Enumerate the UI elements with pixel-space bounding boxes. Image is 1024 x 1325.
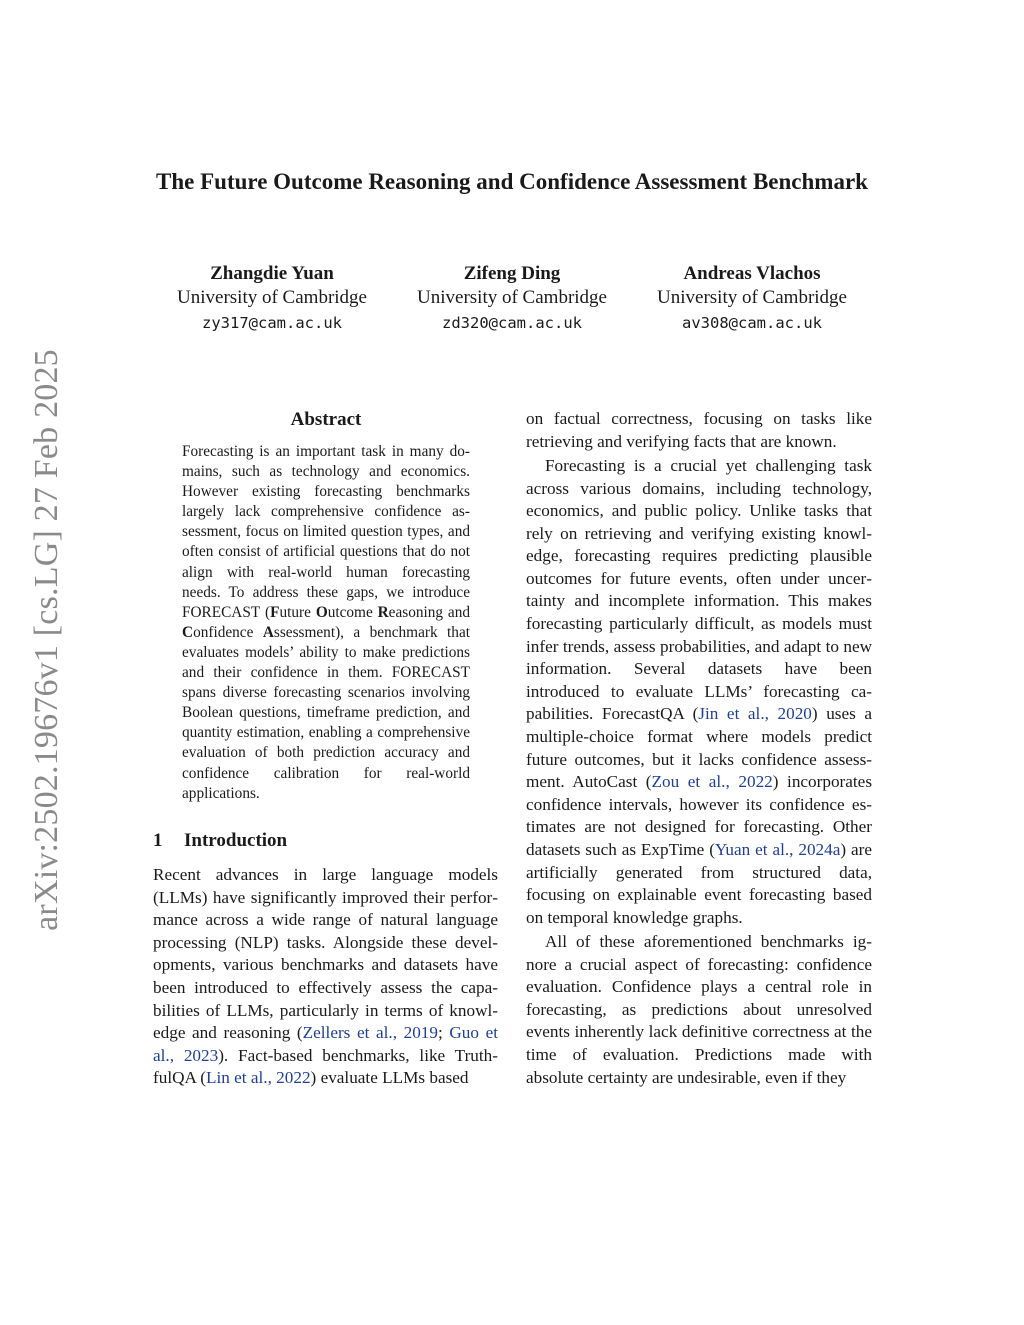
author-name: Zhangdie Yuan [210, 263, 334, 284]
citation-link[interactable]: Zellers et al., 2019 [302, 1023, 438, 1043]
section-number: 1 [153, 830, 163, 851]
paragraph: Recent advances in large language models (LLMs) have significantly improved their performance across a wide range of natural language processing (NLP) tasks. Alongside these developments, various benchmarks and datasets have been introduced to effectively assess the capabilities of LLMs, particularly in terms of knowledge and reasoning (Zellers et al., 2019; Guo et al., 2023). Fact-based benchmarks, like TruthfulQA (Lin et al., 2022) evaluate LLMs based [153, 865, 498, 1088]
citation-link[interactable]: Guo et al., 2023 [153, 1023, 498, 1065]
abstract-heading: Abstract [290, 409, 362, 430]
right-column [526, 408, 872, 1089]
section-heading [153, 829, 287, 853]
citation-link[interactable]: Zou et al., 2022 [651, 772, 773, 792]
author-email[interactable]: av308@cam.ac.uk [682, 314, 822, 332]
arxiv-stamp: arXiv:2502.19676v1 [cs.LG] 27 Feb 2025 [28, 349, 65, 931]
author-name: Andreas Vlachos [683, 263, 821, 284]
paragraph: Forecasting is a crucial yet challenging task across various domains, including technology, economics, and public policy. Unlike tasks that rely on retrieving and verifying existing knowledge, forecasting requires predicting plausible outcomes for future events, often under uncertainty and incomplete information. This makes forecasting particularly difficult, as models must infer trends, assess probabilities, and adapt to new information. Several datasets have been introduced to evaluate LLMs’ forecasting capabilities. ForecastQA (Jin et al., 2020) uses a multiple-choice format where models predict future outcomes, but it lacks confidence assessment. AutoCast (Zou et al., 2022) incorporates confidence intervals, however its confidence estimates are not designed for forecasting. Other datasets such as ExpTime (Yuan et al., 2024a) are artificially generated from structured data, focusing on explainable event forecasting based on temporal knowledge graphs. [526, 455, 873, 927]
benchmark-name: FORECAST [182, 603, 261, 621]
author-block [147, 262, 397, 336]
abstract-text: Forecasting is an important task in many domains, such as technology and economics. However existing forecasting benchmarks largely lack comprehensive confidence assessment, focus on limited question types, and often consist of artificial questions that do not align with real-world human forecasting needs. To address these gaps, we introduce FORECAST (Future Outcome Reasoning and Confidence Assessment), a benchmark that evaluates models’ ability to make predictions and their confidence in them. FORECAST spans diverse forecasting scenarios involving Boolean questions, timeframe prediction, and quantity estimation, enabling a comprehensive evaluation of both prediction accuracy and confidence calibration for real-world applications. [182, 443, 470, 802]
section-title: Introduction [184, 830, 288, 851]
paragraph: All of these aforementioned benchmarks ignore a crucial aspect of forecasting: confidence evaluation. Confidence plays a central role in forecasting, as predictions about unresolved events inherently lack definitive correctness at the time of evaluation. Predictions made with absolute certainty are undesirable, even if they [526, 932, 872, 1087]
citation-link[interactable]: Jin et al., 2020 [698, 704, 812, 724]
citation-link[interactable]: Lin et al., 2022 [206, 1068, 311, 1088]
left-column [153, 864, 498, 1090]
paper-title: The Future Outcome Reasoning and Confidence Assessment Benchmark [156, 169, 868, 194]
author-affiliation: University of Cambridge [177, 287, 367, 308]
author-affiliation: University of Cambridge [417, 287, 607, 308]
benchmark-name: FORECAST [391, 664, 470, 682]
author-affiliation: University of Cambridge [657, 287, 847, 308]
citation-link[interactable]: Yuan et al., 2024a [714, 840, 841, 859]
author-email[interactable]: zd320@cam.ac.uk [442, 314, 582, 332]
author-name: Zifeng Ding [463, 263, 561, 284]
author-block [387, 262, 637, 336]
author-block [627, 262, 877, 336]
author-email[interactable]: zy317@cam.ac.uk [202, 314, 342, 332]
paragraph: on factual correctness, focusing on tasks like retrieving and verifying facts that are known. [526, 409, 872, 451]
